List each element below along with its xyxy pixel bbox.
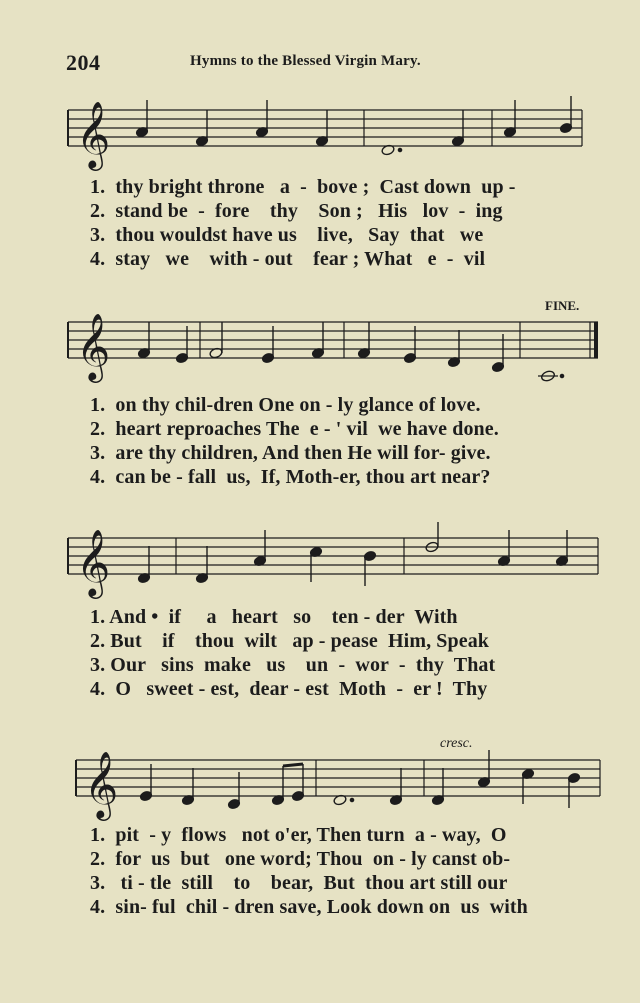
verse-line: 3. are thy children, And then He will for- give. [90,442,491,464]
verse-line: 4. can be - fall us, If, Moth-er, thou art near? [90,466,491,488]
verse-line: 2. for us but one word; Thou on - ly canst ob- [90,848,511,870]
verse-line: 3. thou wouldst have us live, Say that we [90,224,484,246]
verse-line: 3. Our sins make us un - wor - thy That [90,654,496,676]
verse-line: 4. sin- ful chil - dren save, Look down on us with [90,896,528,918]
page-number: 204 [66,50,101,75]
verse-line: 2. But if thou wilt ap - pease Him, Speak [90,630,490,652]
verse-line: 1. pit - y flows not o'er, Then turn a - way, O [90,824,507,846]
verse-line: 2. stand be - fore thy Son ; His lov - ing [90,200,503,222]
running-title: Hymns to the Blessed Virgin Mary. [190,53,421,69]
music-system-4 [0,738,640,938]
verse-line: 4. stay we with - out fear ; What e - vil [90,248,486,270]
fine-marking: FINE. [545,298,580,313]
music-staff-4 [0,738,640,828]
music-staff-1 [0,92,640,182]
verse-line: 4. O sweet - est, dear - est Moth - er ! Thy [90,678,488,700]
verse-line: 3. ti - tle still to bear, But thou art still our [90,872,508,894]
treble-clef-icon: 𝄞 [76,100,111,168]
music-staff-2 [0,296,640,396]
verse-line: 1. thy bright throne a - bove ; Cast down up - [90,176,516,198]
treble-clef-icon: 𝄞 [76,528,111,596]
music-system-3 [0,522,640,722]
treble-clef-icon: 𝄞 [76,312,111,380]
music-staff-3 [0,522,640,612]
treble-clef-icon: 𝄞 [84,750,119,818]
cresc-marking: cresc. [440,736,473,751]
music-system-1 [0,92,640,282]
page-header [0,48,640,78]
verse-line: 1. And • if a heart so ten - der With [90,606,458,628]
verse-line: 1. on thy chil-dren One on - ly glance of love. [90,394,481,416]
verse-line: 2. heart reproaches The e - ' vil we have done. [90,418,499,440]
music-system-2 [0,296,640,496]
